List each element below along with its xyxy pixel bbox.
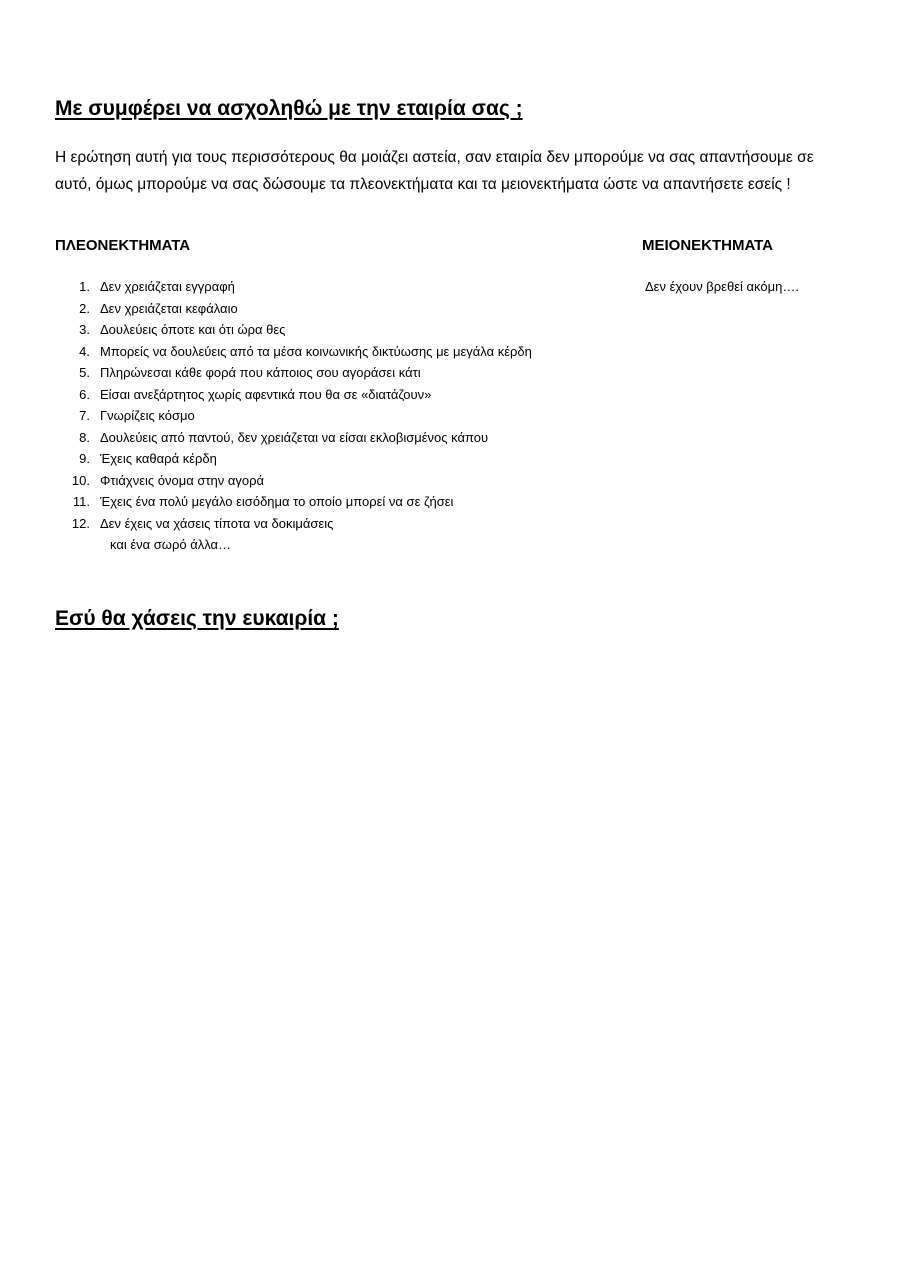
intro-paragraph: Η ερώτηση αυτή για τους περισσότερους θα μοιάζει αστεία, σαν εταιρία δεν μπορούμε να σας απαντήσουμε σε αυτό, όμως μπορούμε να σας δώσουμε τα πλεονεκτήματα και τα μειονεκτήματα ώστε να απαντήσετε εσείς ! xyxy=(55,149,814,193)
list-item-text: Δεν χρειάζεται εγγραφή xyxy=(100,279,235,294)
list-item-number: 12. xyxy=(71,515,90,531)
list-item-number: 5. xyxy=(79,365,90,380)
list-item xyxy=(55,491,532,513)
cons-text: Δεν έχουν βρεθεί ακόμη…. xyxy=(645,279,799,294)
list-item-number: 8. xyxy=(79,429,90,445)
list-item-number: 10. xyxy=(71,472,90,488)
pros-heading: ΠΛΕΟΝΕΚΤΗΜΑΤΑ xyxy=(55,237,191,254)
pros-list xyxy=(55,276,532,534)
list-item-text: Πληρώνεσαι κάθε φορά που κάποιος σου αγοράσει κάτι xyxy=(100,365,421,380)
list-item-text: Είσαι ανεξάρτητος χωρίς αφεντικά που θα σε «διατάζουν» xyxy=(100,386,432,402)
list-item-number: 11. xyxy=(72,494,90,509)
list-item-text: Δεν έχεις να χάσεις τίποτα να δοκιμάσεις xyxy=(100,515,334,531)
list-item-number: 3. xyxy=(79,322,90,337)
list-item-number: 7. xyxy=(79,408,90,423)
pros-extra-note: και ένα σωρό άλλα… xyxy=(110,537,232,552)
list-item-number: 2. xyxy=(79,300,90,316)
cons-heading: ΜΕΙΟΝΕΚΤΗΜΑΤΑ xyxy=(642,237,773,254)
list-item-text: Φτιάχνεις όνομα στην αγορά xyxy=(100,472,265,488)
list-item xyxy=(55,513,532,535)
page-title: Με συμφέρει να ασχοληθώ με την εταιρία σας ; xyxy=(55,97,523,120)
list-item-text: Δεν χρειάζεται κεφάλαιο xyxy=(100,300,238,316)
list-item xyxy=(55,427,532,449)
list-item-text: Γνωρίζεις κόσμο xyxy=(100,408,195,423)
list-item xyxy=(55,405,532,427)
list-item-text: Δουλεύεις από παντού, δεν χρειάζεται να είσαι εκλοβισμένος κάπου xyxy=(100,429,489,445)
list-item xyxy=(55,319,532,341)
list-item xyxy=(55,470,532,492)
list-item xyxy=(55,276,532,298)
list-item xyxy=(55,448,532,470)
closing-heading: Εσύ θα χάσεις την ευκαιρία ; xyxy=(55,607,339,630)
list-item xyxy=(55,384,532,406)
list-item-text: Έχεις ένα πολύ μεγάλο εισόδημα το οποίο μπορεί να σε ζήσει xyxy=(100,494,454,509)
list-item-number: 6. xyxy=(79,386,90,402)
list-item-number: 9. xyxy=(79,451,90,466)
list-item xyxy=(55,362,532,384)
list-item-text: Έχεις καθαρά κέρδη xyxy=(100,451,217,466)
list-item-text: Δουλεύεις όποτε και ότι ώρα θες xyxy=(100,322,286,337)
list-item-number: 4. xyxy=(79,343,90,359)
list-item-text: Μπορείς να δουλεύεις από τα μέσα κοινωνικής δικτύωσης με μεγάλα κέρδη xyxy=(100,343,532,359)
list-item-number: 1. xyxy=(79,279,90,294)
list-item xyxy=(55,341,532,363)
list-item xyxy=(55,298,532,320)
